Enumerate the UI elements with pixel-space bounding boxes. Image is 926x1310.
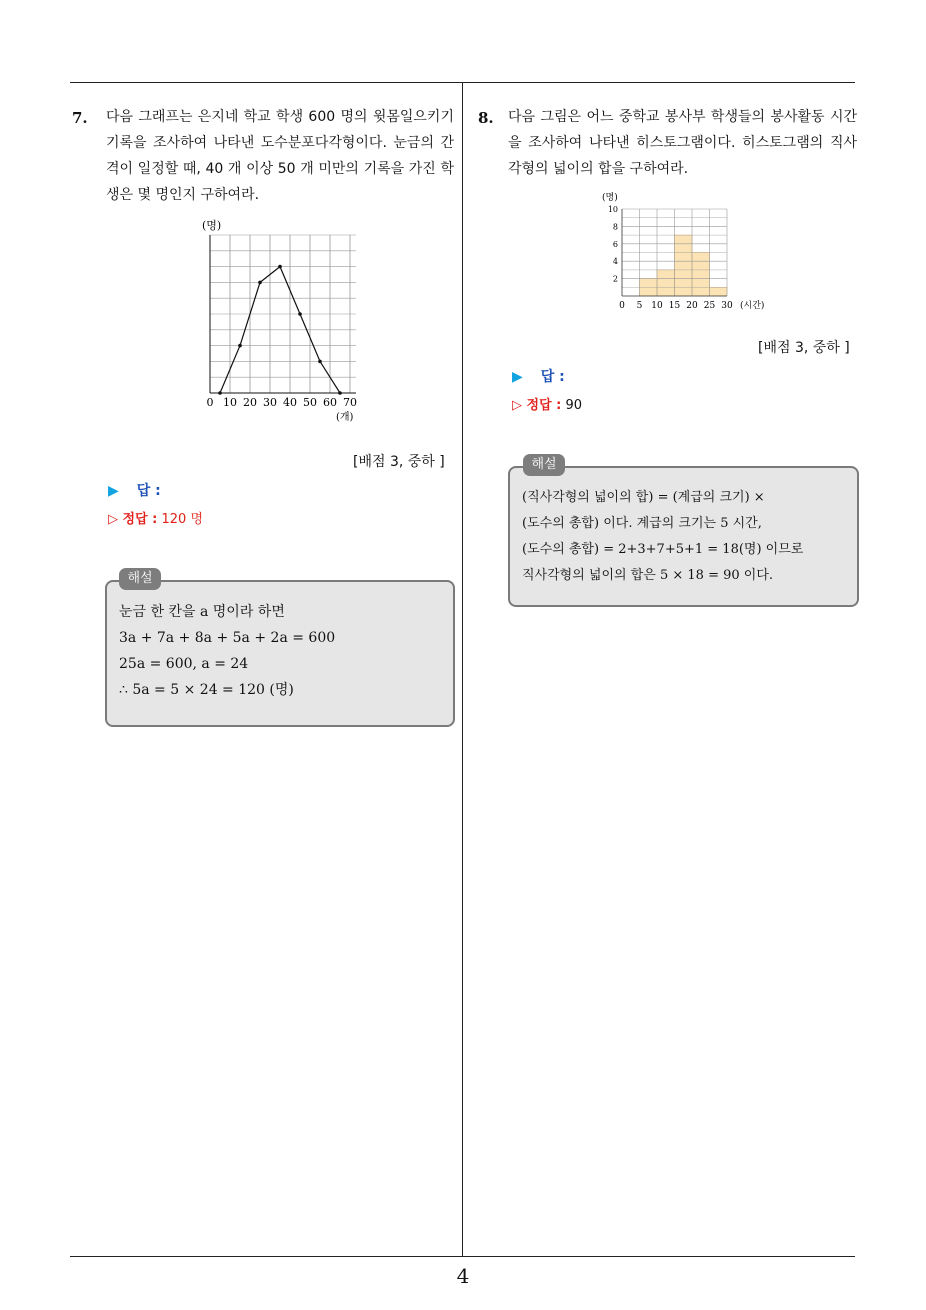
- chart7-xtick-label: 20: [243, 396, 257, 409]
- chart7-point: [338, 391, 342, 395]
- question-8-text: 다음 그림은 어느 중학교 봉사부 학생들의 봉사활동 시간을 조사하여 나타낸 히스토그램이다. 히스토그램의 직사각형의 넓이의 합을 구하여라.: [508, 109, 857, 177]
- chart7-xtick-label: 50: [303, 396, 317, 409]
- chart8-yticks: [608, 205, 618, 284]
- chart8-xtick-label: 30: [721, 301, 733, 311]
- solution-line: 3a + 7a + 8a + 5a + 2a = 600: [119, 630, 336, 646]
- correct-arrow-icon: ▷: [108, 512, 123, 527]
- chart7-point: [258, 281, 262, 285]
- chart7-xticks: [207, 396, 358, 409]
- solution-line: (직사각형의 넓이의 합) = (계급의 크기) ×: [522, 490, 765, 505]
- question-7-answer: [108, 480, 161, 500]
- chart7-point: [318, 360, 322, 364]
- chart7-xtick-label: 60: [323, 396, 337, 409]
- solution-line: (도수의 총합) = 2+3+7+5+1 = 18(명) 이므로: [522, 542, 804, 557]
- chart7-point: [238, 344, 242, 348]
- chart7-ylabel: (명): [202, 219, 222, 232]
- question-7-number: 7.: [72, 109, 88, 127]
- chart7-xlabel: (개): [336, 412, 354, 423]
- chart7-xtick-label: 40: [283, 396, 297, 409]
- chart7-grid: [210, 235, 356, 393]
- solution-line: (도수의 총합) 이다. 계급의 크기는 5 시간,: [522, 516, 762, 531]
- correct-value: 120 명: [161, 512, 204, 527]
- bottom-rule: [70, 1256, 855, 1257]
- question-7-score: [배점 3, 중하 ]: [353, 454, 445, 470]
- chart8-bar: [710, 287, 728, 296]
- chart8-bar: [657, 270, 675, 296]
- chart7-point: [298, 312, 302, 316]
- solution-line: ∴ 5a = 5 × 24 = 120 (명): [119, 682, 294, 698]
- chart8-ylabel: (명): [602, 193, 618, 203]
- solution-tab: 해설: [119, 568, 161, 590]
- chart8-xtick-label: 25: [703, 301, 716, 311]
- column-divider: [462, 82, 463, 1256]
- question-8-score: [배점 3, 중하 ]: [758, 340, 850, 356]
- chart8-xticks: [619, 301, 733, 311]
- chart8-xtick-label: 15: [668, 301, 681, 311]
- chart8-xtick-label: 10: [651, 301, 663, 311]
- chart8-ytick-label: 6: [612, 239, 618, 249]
- question-8-number: 8.: [478, 109, 494, 127]
- answer-label: 답 :: [136, 483, 161, 499]
- chart8-ytick-label: 10: [607, 205, 618, 214]
- question-8-solution-box: [508, 466, 859, 607]
- chart7-xtick-label: 70: [343, 396, 357, 409]
- frequency-polygon-chart: [190, 212, 360, 424]
- correct-label: 정답 :: [526, 398, 562, 413]
- chart8-ytick-label: 4: [612, 257, 618, 267]
- chart7-xtick-label: 0: [206, 396, 214, 409]
- solution-tab: 해설: [523, 454, 565, 476]
- chart8-xtick-label: 20: [686, 301, 698, 311]
- chart8-xlabel: (시간): [740, 301, 765, 311]
- question-7-solution-box: [105, 580, 455, 727]
- chart7-point: [218, 391, 222, 395]
- question-7-text: 다음 그래프는 은지네 학교 학생 600 명의 윗몸일으키기 기록을 조사하여 나타낸 도수분포다각형이다. 눈금의 간격이 일정할 때, 40 개 이상 50 개 미만의 기록을 가진 학생은 몇 명인지 구하여라.: [106, 109, 454, 203]
- solution-line: 25a = 600, a = 24: [119, 656, 249, 672]
- answer-arrow-icon: ▶: [108, 483, 119, 499]
- question-7-correct: [108, 508, 203, 527]
- histogram-chart: [598, 188, 778, 316]
- chart8-bar: [692, 253, 710, 297]
- answer-arrow-icon: ▶: [512, 369, 523, 385]
- correct-arrow-icon: ▷: [512, 398, 527, 413]
- chart8-bars: [640, 235, 728, 296]
- chart8-grid: [622, 209, 727, 296]
- question-8-answer: [512, 366, 565, 386]
- chart8-bar: [675, 235, 693, 296]
- chart8-xtick-label: 5: [636, 301, 643, 311]
- solution-line: 직사각형의 넓이의 합은 5 × 18 = 90 이다.: [522, 568, 774, 583]
- page-number: 4: [456, 1264, 470, 1288]
- answer-label: 답 :: [540, 369, 565, 385]
- chart8-ytick-label: 8: [612, 222, 618, 232]
- correct-label: 정답 :: [122, 512, 158, 527]
- chart8-xtick-label: 0: [619, 301, 625, 311]
- chart7-xtick-label: 10: [223, 396, 237, 409]
- chart7-xtick-label: 30: [263, 396, 277, 409]
- correct-value: 90: [565, 398, 583, 413]
- chart8-ytick-label: 2: [612, 274, 618, 284]
- solution-line: 눈금 한 칸을 a 명이라 하면: [119, 604, 285, 620]
- chart7-point: [278, 265, 282, 269]
- question-8-correct: [512, 394, 582, 413]
